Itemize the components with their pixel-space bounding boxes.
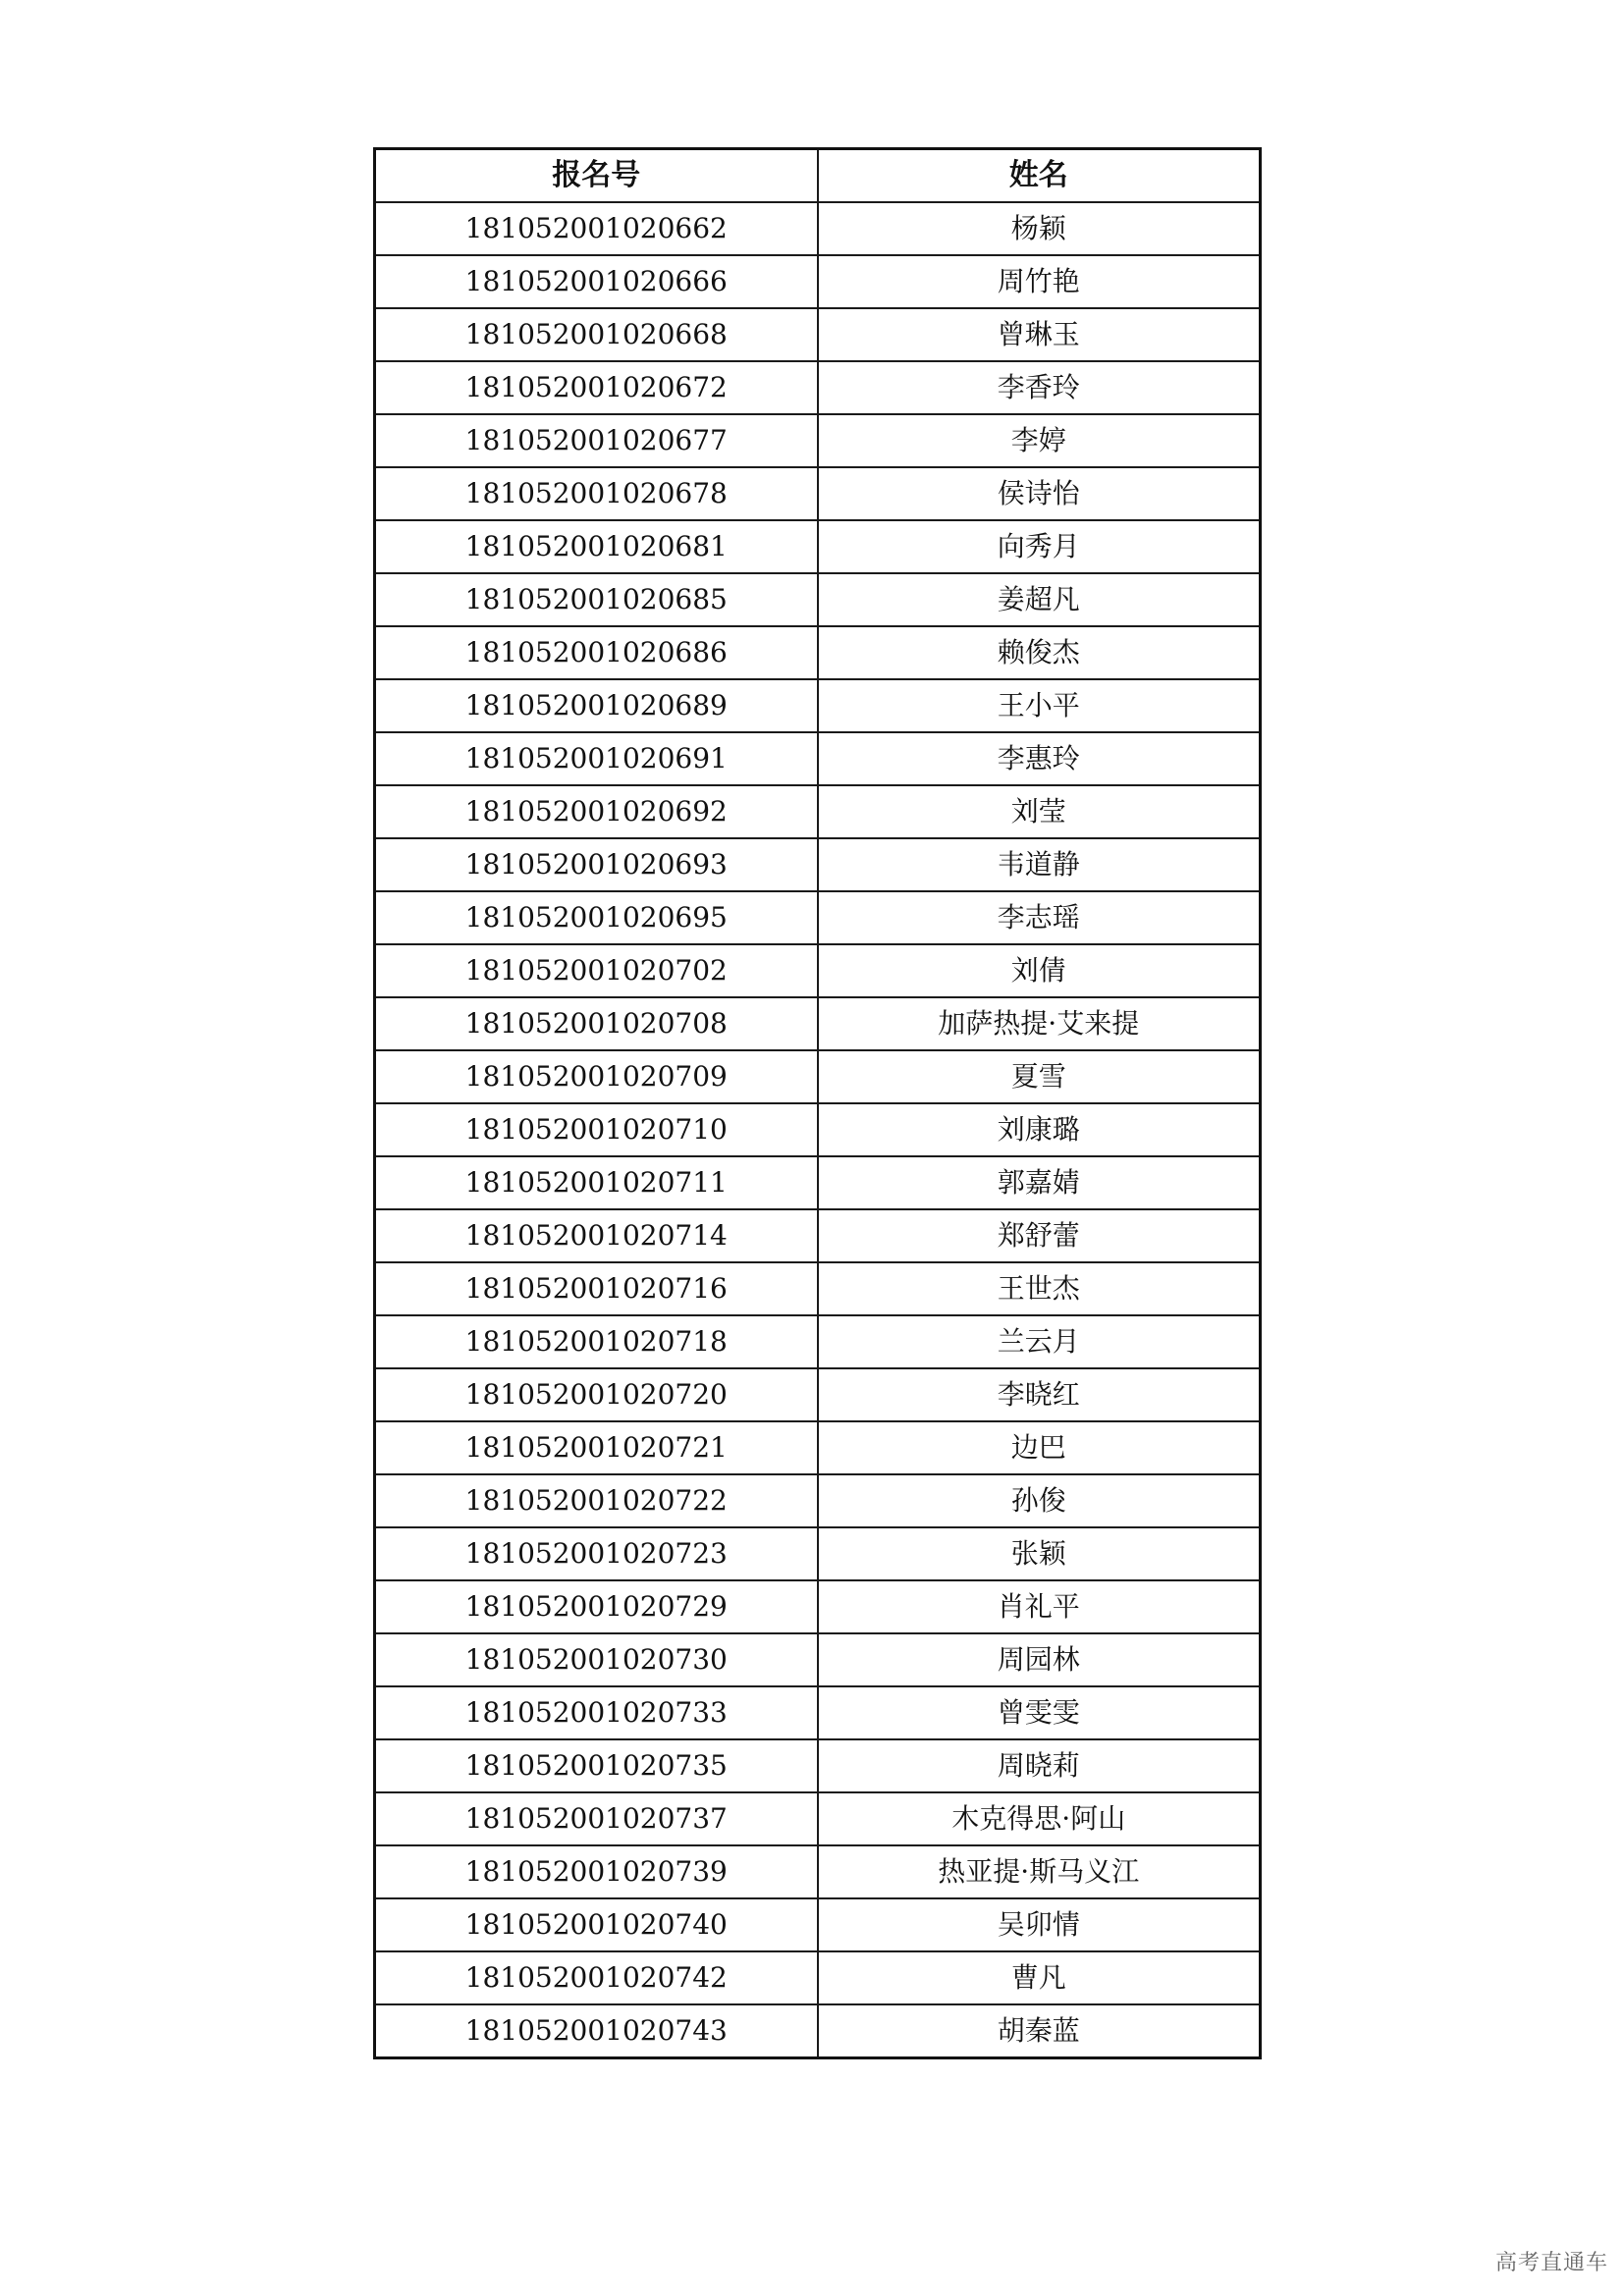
table-row	[375, 1050, 1261, 1103]
table-row	[375, 679, 1261, 732]
name-cell: 周竹艳	[818, 255, 1261, 308]
registration-number-cell: 181052001020721	[375, 1421, 818, 1474]
registration-number-cell: 181052001020677	[375, 414, 818, 467]
name-cell: 王世杰	[818, 1262, 1261, 1315]
name-cell: 郭嘉婧	[818, 1156, 1261, 1209]
registration-number-cell: 181052001020730	[375, 1633, 818, 1686]
registration-number-cell: 181052001020678	[375, 467, 818, 520]
registration-number-cell: 181052001020729	[375, 1580, 818, 1633]
table-row	[375, 1209, 1261, 1262]
name-cell: 姜超凡	[818, 573, 1261, 626]
header-name: 姓名	[818, 149, 1261, 203]
name-cell: 木克得思·阿山	[818, 1792, 1261, 1845]
name-cell: 赖俊杰	[818, 626, 1261, 679]
name-cell: 侯诗怡	[818, 467, 1261, 520]
table-row	[375, 1421, 1261, 1474]
registration-number-cell: 181052001020702	[375, 944, 818, 997]
registration-number-cell: 181052001020711	[375, 1156, 818, 1209]
registration-number-cell: 181052001020691	[375, 732, 818, 785]
table-row	[375, 1474, 1261, 1527]
name-cell: 李志瑶	[818, 891, 1261, 944]
registration-number-cell: 181052001020720	[375, 1368, 818, 1421]
name-cell: 孙俊	[818, 1474, 1261, 1527]
registration-number-cell: 181052001020735	[375, 1739, 818, 1792]
table-row	[375, 1898, 1261, 1951]
registration-number-cell: 181052001020710	[375, 1103, 818, 1156]
registration-number-cell: 181052001020722	[375, 1474, 818, 1527]
name-cell: 郑舒蕾	[818, 1209, 1261, 1262]
registration-number-cell: 181052001020662	[375, 202, 818, 255]
table-row	[375, 785, 1261, 838]
table-row	[375, 1633, 1261, 1686]
table-row	[375, 838, 1261, 891]
registration-number-cell: 181052001020668	[375, 308, 818, 361]
table-row	[375, 1951, 1261, 2004]
name-cell: 王小平	[818, 679, 1261, 732]
name-cell: 刘康璐	[818, 1103, 1261, 1156]
name-cell: 吴卯情	[818, 1898, 1261, 1951]
table-row	[375, 2004, 1261, 2058]
table-row	[375, 467, 1261, 520]
table-row	[375, 1845, 1261, 1898]
registration-number-cell: 181052001020739	[375, 1845, 818, 1898]
registration-number-cell: 181052001020718	[375, 1315, 818, 1368]
table-header-row	[375, 149, 1261, 203]
table-row	[375, 308, 1261, 361]
table-row	[375, 944, 1261, 997]
name-cell: 加萨热提·艾来提	[818, 997, 1261, 1050]
registration-number-cell: 181052001020685	[375, 573, 818, 626]
name-cell: 杨颖	[818, 202, 1261, 255]
registration-number-cell: 181052001020681	[375, 520, 818, 573]
registration-number-cell: 181052001020737	[375, 1792, 818, 1845]
name-cell: 曾琳玉	[818, 308, 1261, 361]
table-row	[375, 1368, 1261, 1421]
table-row	[375, 891, 1261, 944]
name-cell: 边巴	[818, 1421, 1261, 1474]
registration-number-cell: 181052001020708	[375, 997, 818, 1050]
registration-number-cell: 181052001020714	[375, 1209, 818, 1262]
table-row	[375, 997, 1261, 1050]
table-row	[375, 414, 1261, 467]
registration-number-cell: 181052001020709	[375, 1050, 818, 1103]
registration-number-cell: 181052001020692	[375, 785, 818, 838]
registration-number-cell: 181052001020693	[375, 838, 818, 891]
table-row	[375, 732, 1261, 785]
table-body	[375, 202, 1261, 2058]
name-cell: 刘莹	[818, 785, 1261, 838]
name-cell: 李婷	[818, 414, 1261, 467]
table-row	[375, 1739, 1261, 1792]
name-cell: 胡秦蓝	[818, 2004, 1261, 2058]
registration-number-cell: 181052001020716	[375, 1262, 818, 1315]
table-row	[375, 1156, 1261, 1209]
table-row	[375, 255, 1261, 308]
registration-number-cell: 181052001020742	[375, 1951, 818, 2004]
table-row	[375, 1527, 1261, 1580]
name-cell: 热亚提·斯马义江	[818, 1845, 1261, 1898]
registration-number-cell: 181052001020672	[375, 361, 818, 414]
name-cell: 周园林	[818, 1633, 1261, 1686]
name-cell: 向秀月	[818, 520, 1261, 573]
name-cell: 周晓莉	[818, 1739, 1261, 1792]
registration-number-cell: 181052001020689	[375, 679, 818, 732]
table-row	[375, 1580, 1261, 1633]
registration-number-cell: 181052001020740	[375, 1898, 818, 1951]
name-cell: 刘倩	[818, 944, 1261, 997]
table-row	[375, 202, 1261, 255]
table-row	[375, 1262, 1261, 1315]
table-row	[375, 573, 1261, 626]
table-row	[375, 1792, 1261, 1845]
name-cell: 曹凡	[818, 1951, 1261, 2004]
name-cell: 张颖	[818, 1527, 1261, 1580]
registration-number-cell: 181052001020723	[375, 1527, 818, 1580]
name-cell: 李香玲	[818, 361, 1261, 414]
table-row	[375, 1686, 1261, 1739]
watermark-text: 高考直通车	[1494, 2251, 1608, 2275]
table-row	[375, 520, 1261, 573]
table-row	[375, 626, 1261, 679]
name-cell: 曾雯雯	[818, 1686, 1261, 1739]
name-cell: 李惠玲	[818, 732, 1261, 785]
name-cell: 夏雪	[818, 1050, 1261, 1103]
registration-number-cell: 181052001020733	[375, 1686, 818, 1739]
registration-number-cell: 181052001020743	[375, 2004, 818, 2058]
header-registration-number: 报名号	[375, 149, 818, 203]
table-row	[375, 1315, 1261, 1368]
table-row	[375, 361, 1261, 414]
registration-table	[373, 147, 1262, 2059]
name-cell: 兰云月	[818, 1315, 1261, 1368]
name-cell: 肖礼平	[818, 1580, 1261, 1633]
registration-number-cell: 181052001020666	[375, 255, 818, 308]
registration-number-cell: 181052001020686	[375, 626, 818, 679]
name-cell: 韦道静	[818, 838, 1261, 891]
registration-number-cell: 181052001020695	[375, 891, 818, 944]
table-row	[375, 1103, 1261, 1156]
name-cell: 李晓红	[818, 1368, 1261, 1421]
